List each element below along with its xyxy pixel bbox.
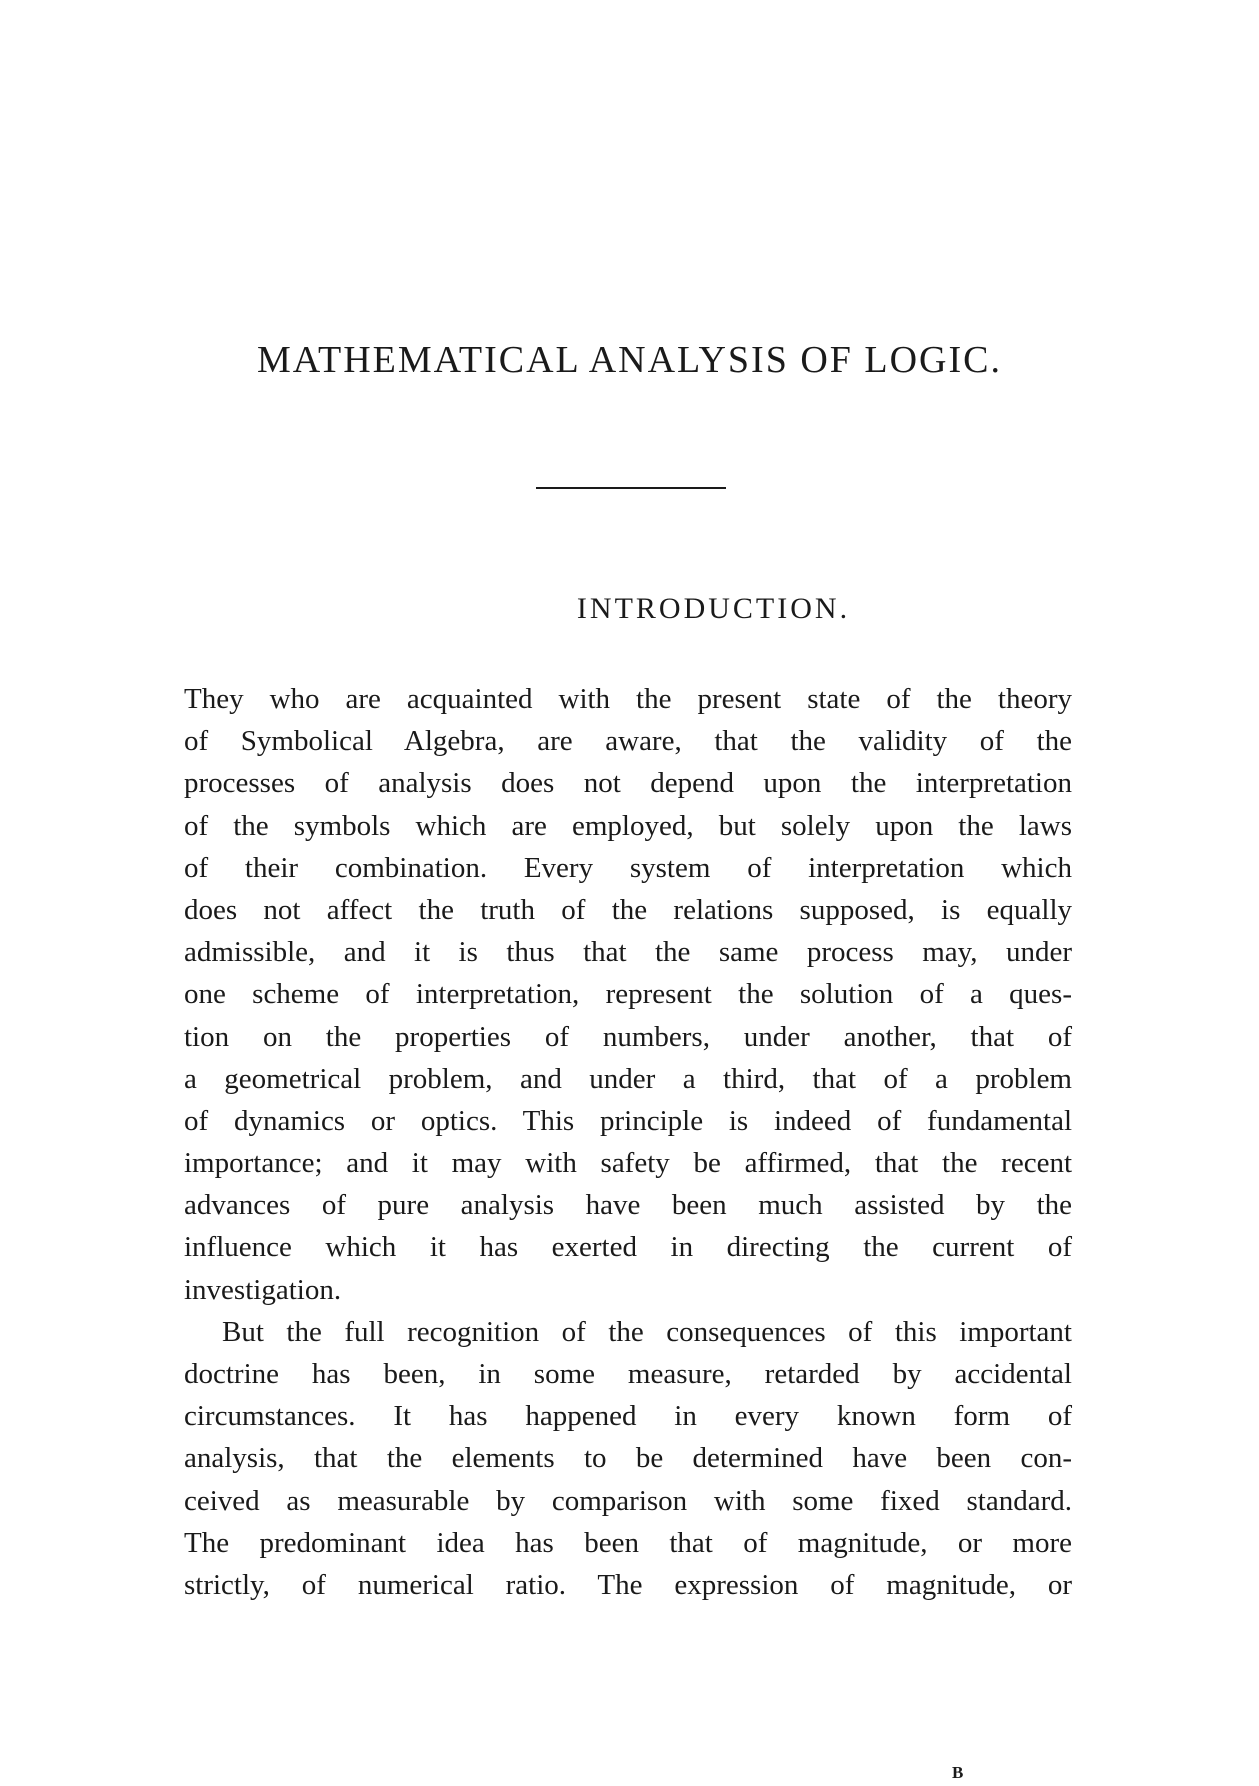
paragraph-1	[184, 678, 1072, 1311]
text-line: admissible, and it is thus that the same process may, under	[184, 936, 1072, 969]
text-line: ceived as measurable by comparison with some fixed standard.	[184, 1484, 1072, 1517]
title-rule	[536, 487, 726, 489]
text-line: advances of pure analysis have been much assisted by the	[184, 1189, 1072, 1222]
text-line: of dynamics or optics. This principle is indeed of fundamental	[184, 1104, 1072, 1137]
text-line: investigation.	[184, 1273, 342, 1306]
section-heading: INTRODUCTION.	[576, 592, 851, 625]
text-line: analysis, that the elements to be determined have been con-	[184, 1442, 1072, 1475]
paragraph-2	[184, 1311, 1072, 1606]
text-line: of the symbols which are employed, but solely upon the laws	[184, 809, 1072, 842]
text-line: They who are acquainted with the present state of the theory	[184, 683, 1072, 715]
text-line: importance; and it may with safety be affirmed, that the recent	[184, 1147, 1072, 1180]
text-line: strictly, of numerical ratio. The expression of magnitude, or	[184, 1568, 1072, 1601]
text-line: does not affect the truth of the relations supposed, is equally	[184, 893, 1072, 926]
book-title: MATHEMATICAL ANALYSIS OF LOGIC.	[256, 339, 1003, 381]
text-line: of Symbolical Algebra, are aware, that the validity of the	[184, 725, 1072, 758]
text-line: tion on the properties of numbers, under another, that of	[184, 1020, 1072, 1053]
page-signature: B	[952, 1763, 964, 1782]
text-line: circumstances. It has happened in every known form of	[184, 1400, 1072, 1433]
text-line: doctrine has been, in some measure, retarded by accidental	[184, 1358, 1072, 1390]
text-line: processes of analysis does not depend upon the interpretation	[184, 767, 1072, 800]
text-line: of their combination. Every system of interpretation which	[184, 851, 1072, 884]
text-line: one scheme of interpretation, represent the solution of a ques-	[184, 978, 1072, 1011]
text-line: influence which it has exerted in directing the current of	[184, 1231, 1072, 1264]
text-line: The predominant idea has been that of magnitude, or more	[184, 1526, 1072, 1559]
text-line: a geometrical problem, and under a third, that of a problem	[184, 1062, 1072, 1095]
body-text	[184, 678, 1072, 1606]
text-line: But the full recognition of the consequences of this important	[222, 1315, 1072, 1348]
